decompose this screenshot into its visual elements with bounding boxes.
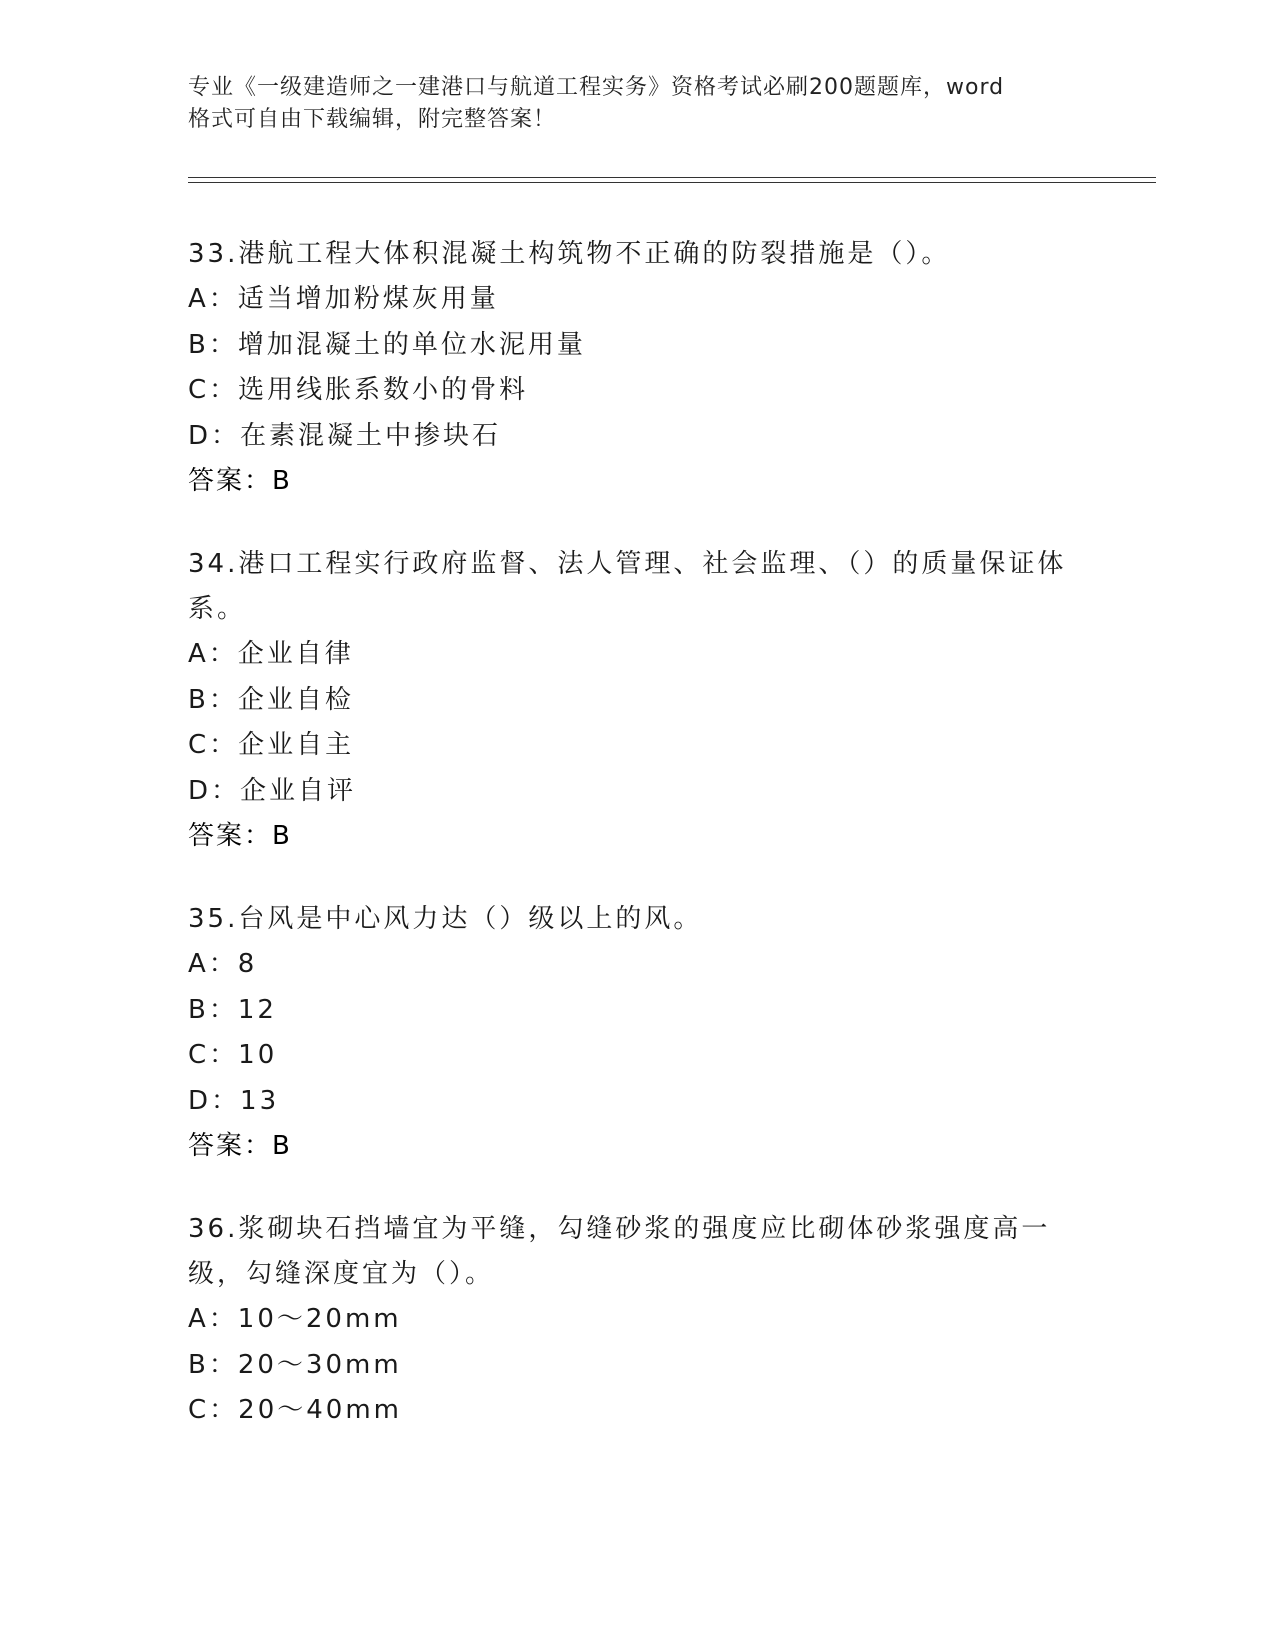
- answer-line: 答案：B: [188, 821, 292, 851]
- question-stem: 33.港航工程大体积混凝土构筑物不正确的防裂措施是（）。: [188, 239, 951, 269]
- option-d: D：13: [188, 1085, 280, 1116]
- question-34: [188, 542, 1088, 859]
- answer-line: 答案：B: [188, 466, 292, 496]
- option-a: A：适当增加粉煤灰用量: [188, 284, 499, 314]
- option-d: D：企业自评: [188, 775, 357, 806]
- question-list: [188, 232, 1088, 1472]
- option-c: C：选用线胀系数小的骨料: [188, 375, 529, 405]
- option-c: C：企业自主: [188, 730, 355, 760]
- header-line-1: 专业《一级建造师之一建港口与航道工程实务》资格考试必刷200题题库，word: [188, 75, 1005, 100]
- option-a: A：10～20mm: [188, 1304, 402, 1334]
- option-b: B：20～30mm: [188, 1349, 402, 1380]
- question-36: [188, 1207, 1088, 1434]
- question-35: [188, 897, 1088, 1169]
- option-b: B：12: [188, 994, 277, 1025]
- option-b: B：企业自检: [188, 684, 354, 715]
- header-divider-top: [188, 177, 1156, 178]
- option-a: A：企业自律: [188, 639, 354, 669]
- option-a: A：8: [188, 949, 258, 979]
- option-d: D：在素混凝土中掺块石: [188, 420, 502, 451]
- question-stem: 36.浆砌块石挡墙宜为平缝，勾缝砂浆的强度应比砌体砂浆强度高一级，勾缝深度宜为（）。: [188, 1214, 1051, 1289]
- header-line-2: 格式可自由下载编辑，附完整答案！: [188, 107, 557, 132]
- header-divider-bottom: [188, 182, 1156, 183]
- question-stem: 34.港口工程实行政府监督、法人管理、社会监理、（）的质量保证体系。: [188, 549, 1067, 624]
- question-stem: 35.台风是中心风力达（）级以上的风。: [188, 904, 703, 934]
- answer-line: 答案：B: [188, 1131, 292, 1161]
- option-c: C：20～40mm: [188, 1395, 402, 1425]
- option-c: C：10: [188, 1040, 278, 1070]
- question-33: [188, 232, 1088, 504]
- option-b: B：增加混凝土的单位水泥用量: [188, 329, 586, 360]
- document-header: [188, 72, 1068, 136]
